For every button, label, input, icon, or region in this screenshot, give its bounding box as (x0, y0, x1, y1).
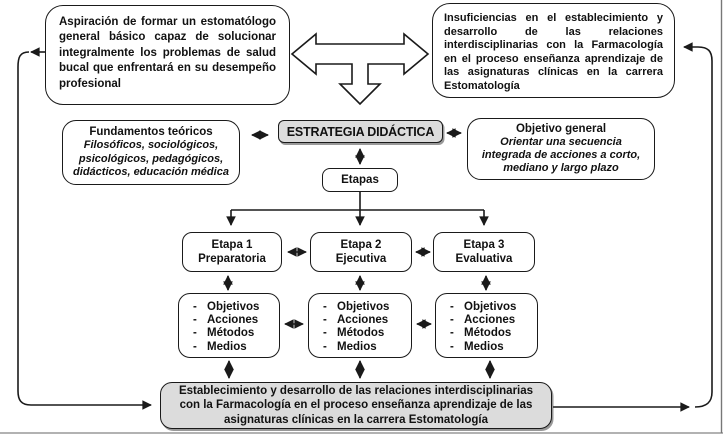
comp3-objetivos: Objetivos (464, 301, 517, 313)
bullet-dash: - (450, 327, 454, 340)
list-item (323, 341, 405, 354)
bullet-dash: - (450, 301, 454, 313)
etapas-label: Etapas (341, 174, 379, 186)
box-aspiracion (45, 5, 290, 105)
box-objetivo-general (467, 118, 655, 180)
etapa1-line1: Etapa 1 (211, 239, 253, 251)
comp3-metodos: Métodos (464, 327, 512, 340)
list-item (193, 301, 273, 314)
establecimiento-text: Establecimiento y desarrollo de las relaciones interdisciplinarias con la Farmacología en el proceso enseñanza aprendizaje de las asignaturas clínicas en la carrera Estomatología (178, 384, 534, 426)
aspiracion-text: Aspiración de formar un estomatólogo general básico capaz de solucionar integralmente los problemas de salud bucal que enfrentará en su desempeño profesional (59, 16, 276, 90)
etapa1-line2: Preparatoria (198, 253, 266, 265)
etapa3-line2: Evaluativa (455, 253, 513, 265)
etapas-branch-lines (231, 192, 484, 225)
list-item (450, 301, 531, 314)
list-item (323, 314, 405, 327)
comp1-objetivos: Objetivos (207, 301, 260, 313)
box-estrategia-didactica (278, 120, 443, 143)
insuficiencias-text: Insuficiencias en el establecimiento y desarrollo de las relaciones interdisciplinarias con la Farmacología en el proceso enseñanza aprendizaje de las asignaturas clínicas en la carrera Estomatología (444, 12, 663, 92)
box-establecimiento (160, 382, 552, 429)
fundamentos-title: Fundamentos teóricos (89, 126, 213, 139)
fundamentos-detail: Filosóficos, sociológicos, psicológicos, pedagógicos, didácticos, educación médica (73, 139, 229, 178)
list-item (193, 341, 273, 354)
comp2-medios: Medios (337, 340, 377, 353)
etapa3-line1: Etapa 3 (463, 239, 505, 251)
estrategia-label: ESTRATEGIA DIDÁCTICA (286, 124, 435, 139)
etapa2-line2: Ejecutiva (335, 253, 387, 265)
bullet-dash: - (323, 340, 327, 353)
bullet-dash: - (193, 340, 197, 353)
box-etapas (322, 168, 398, 192)
list-item (193, 314, 273, 327)
comp1-acciones: Acciones (207, 314, 259, 327)
bullet-dash: - (193, 301, 197, 313)
right-feedback-arrow (553, 47, 712, 407)
list-item (450, 314, 531, 327)
comp2-metodos: Métodos (337, 327, 385, 340)
objetivo-detail: Orientar una secuencia integrada de acciones a corto, mediano y largo plazo (481, 135, 641, 175)
bullet-dash: - (323, 314, 327, 327)
three-way-arrow (292, 34, 428, 104)
comp1-medios: Medios (207, 340, 247, 353)
box-insuficiencias (432, 3, 675, 98)
components-box-1 (178, 293, 280, 358)
box-etapa-2 (310, 232, 412, 272)
bullet-dash: - (450, 314, 454, 327)
components-box-2 (308, 293, 412, 358)
list-item (323, 301, 405, 314)
comp2-acciones: Acciones (337, 314, 389, 327)
bullet-dash: - (193, 327, 197, 340)
objetivo-title: Objetivo general (515, 122, 607, 135)
bullet-dash: - (323, 301, 327, 313)
comp1-metodos: Métodos (207, 327, 255, 340)
box-etapa-1 (182, 232, 282, 272)
list-item (323, 327, 405, 340)
comp3-medios: Medios (464, 340, 504, 353)
bullet-dash: - (323, 327, 327, 340)
comp3-acciones: Acciones (464, 314, 516, 327)
box-etapa-3 (433, 232, 535, 272)
box-fundamentos-teoricos (62, 120, 240, 185)
list-item (193, 327, 273, 340)
comp2-objetivos: Objetivos (337, 301, 390, 313)
bullet-dash: - (193, 314, 197, 327)
list-item (450, 327, 531, 340)
bullet-dash: - (450, 340, 454, 353)
list-item (450, 341, 531, 354)
etapa2-line1: Etapa 2 (340, 239, 382, 251)
components-box-3 (435, 293, 538, 358)
